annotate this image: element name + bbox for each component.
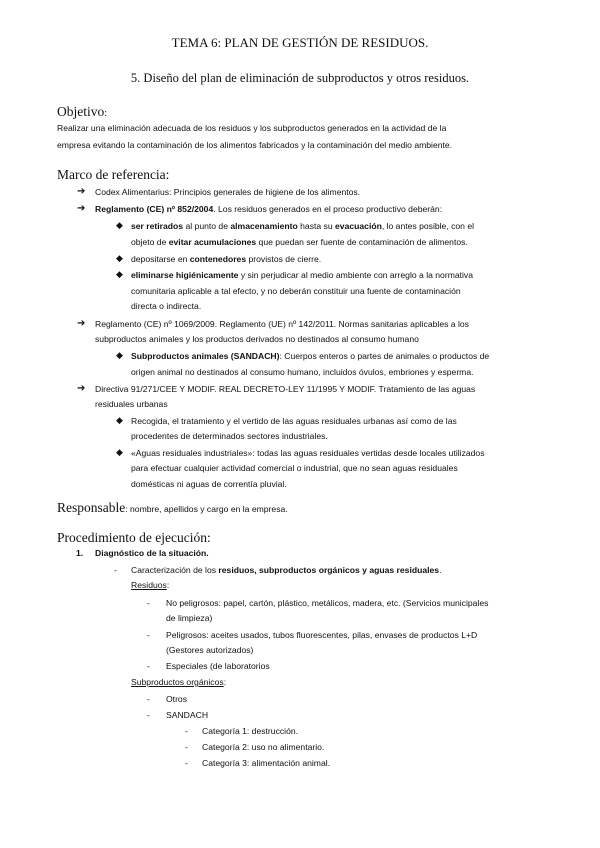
document-title: TEMA 6: PLAN DE GESTIÓN DE RESIDUOS.: [171, 35, 429, 50]
marco-subitem-sandach-line-2: origen animal no destinados al consumo humano, incluidos óvulos, embriones y esperma.: [131, 367, 474, 377]
dash-bullet-icon: -: [147, 710, 150, 720]
marco-item-directiva-line-1: Directiva 91/271/CEE Y MODIF. REAL DECRETO-LEY 11/1995 Y MODIF. Tratamiento de las aguas: [95, 384, 476, 394]
arrow-bullet-icon: ➔: [77, 186, 86, 197]
marco-item-codex: Codex Alimentarius: Principios generales de higiene de los alimentos.: [95, 187, 361, 197]
marco-item-reglamento-852: Reglamento (CE) nº 852/2004. Los residuos generados en el proceso productivo deberán:: [95, 204, 443, 214]
caracterizacion-line: Caracterización de los residuos, subproductos orgánicos y aguas residuales.: [131, 565, 442, 575]
marco-subitem-eliminarse-line-1: eliminarse higiénicamente y sin perjudicar al medio ambiente con arreglo a la normativa: [131, 270, 474, 280]
categoria-2: Categoría 2: uso no alimentario.: [202, 742, 325, 752]
procedimiento-heading: Procedimiento de ejecución:: [57, 530, 211, 545]
marco-subitem-retirados-line-2: objeto de evitar acumulaciones que puedan ser fuente de contaminación de alimentos.: [131, 237, 468, 247]
diamond-bullet-icon: ◆: [116, 253, 123, 263]
dash-bullet-icon: -: [147, 694, 150, 704]
marco-subitem-recogida-line-1: Recogida, el tratamiento y el vertido de las aguas residuales urbanas así como de las: [131, 416, 457, 426]
dash-bullet-icon: -: [185, 758, 188, 768]
dash-bullet-icon: -: [147, 630, 150, 640]
objetivo-text-line-1: Realizar una eliminación adecuada de los residuos y los subproductos generados en la actividad de la: [57, 123, 447, 133]
marco-subitem-sandach-line-1: Subproductos animales (SANDACH): Cuerpos enteros o partes de animales o productos de: [131, 351, 490, 361]
objetivo-heading: Objetivo:: [57, 104, 108, 119]
categoria-3: Categoría 3: alimentación animal.: [202, 758, 331, 768]
arrow-bullet-icon: ➔: [77, 203, 86, 214]
categoria-1: Categoría 1: destrucción.: [202, 726, 299, 736]
marco-subitem-aguas-line-2: para efectuar cualquier actividad comercial o industrial, que no sean aguas residuales: [131, 463, 458, 473]
marco-subitem-eliminarse-line-2: comunitaria aplicable a tal efecto, y no deberán constituir una fuente de contaminación: [131, 286, 461, 296]
marco-item-reglamento-1069-line-1: Reglamento (CE) nº 1069/2009. Reglamento (UE) nº 142/2011. Normas sanitarias aplicables a los: [95, 319, 469, 329]
diamond-bullet-icon: ◆: [116, 350, 123, 360]
subproductos-label: Subproductos orgánicos:: [131, 677, 227, 687]
residuo-no-peligrosos-line-2: de limpieza): [166, 613, 213, 623]
arrow-bullet-icon: ➔: [77, 383, 86, 394]
responsable-text: : nombre, apellidos y cargo en la empresa.: [125, 504, 288, 514]
residuo-peligrosos-line-1: Peligrosos: aceites usados, tubos fluorescentes, pilas, envases de productos L+D: [166, 630, 478, 640]
dash-bullet-icon: -: [185, 726, 188, 736]
marco-item-reglamento-1069-line-2: subproductos animales y los productos derivados no destinados al consumo humano: [95, 334, 419, 344]
document-subtitle: 5. Diseño del plan de eliminación de subproductos y otros residuos.: [130, 71, 470, 85]
dash-bullet-icon: -: [114, 565, 117, 575]
marco-item-directiva-line-2: residuales urbanas: [95, 399, 168, 409]
subproducto-otros: Otros: [166, 694, 188, 704]
marco-heading: Marco de referencia:: [57, 167, 170, 182]
residuo-no-peligrosos-line-1: No peligrosos: papel, cartón, plástico, metálicos, madera, etc. (Servicios municipales: [166, 598, 489, 608]
step-number: 1.: [76, 548, 84, 558]
marco-subitem-recogida-line-2: procedentes de determinados sectores industriales.: [131, 431, 328, 441]
responsable-line: [57, 500, 288, 518]
dash-bullet-icon: -: [147, 661, 150, 671]
objetivo-text-line-2: empresa evitando la contaminación de los alimentos fabricados y la contaminación del medio ambiente.: [57, 140, 453, 150]
diamond-bullet-icon: ◆: [116, 220, 123, 230]
residuo-peligrosos-line-2: (Gestores autorizados): [166, 645, 254, 655]
arrow-bullet-icon: ➔: [77, 318, 86, 329]
marco-subitem-eliminarse-line-3: directa o indirecta.: [131, 301, 202, 311]
responsable-heading: Responsable: [57, 500, 126, 515]
residuos-label: Residuos:: [131, 580, 170, 590]
diamond-bullet-icon: ◆: [116, 415, 123, 425]
dash-bullet-icon: -: [185, 742, 188, 752]
diamond-bullet-icon: ◆: [116, 447, 123, 457]
residuo-especiales: Especiales (de laboratorios: [166, 661, 270, 671]
subproducto-sandach: SANDACH: [166, 710, 209, 720]
marco-subitem-contenedores: depositarse en contenedores provistos de cierre.: [131, 254, 322, 264]
marco-subitem-retirados-line-1: ser retirados al punto de almacenamiento hasta su evacuación, lo antes posible, con el: [131, 221, 475, 231]
marco-subitem-aguas-line-3: domésticas ni aguas de correntía pluvial.: [131, 479, 287, 489]
marco-subitem-aguas-line-1: «Aguas residuales industriales»: todas las aguas residuales vertidas desde locales utilizados: [131, 448, 485, 458]
dash-bullet-icon: -: [147, 598, 150, 608]
step-diagnostico: Diagnóstico de la situación.: [95, 548, 209, 558]
diamond-bullet-icon: ◆: [116, 269, 123, 279]
